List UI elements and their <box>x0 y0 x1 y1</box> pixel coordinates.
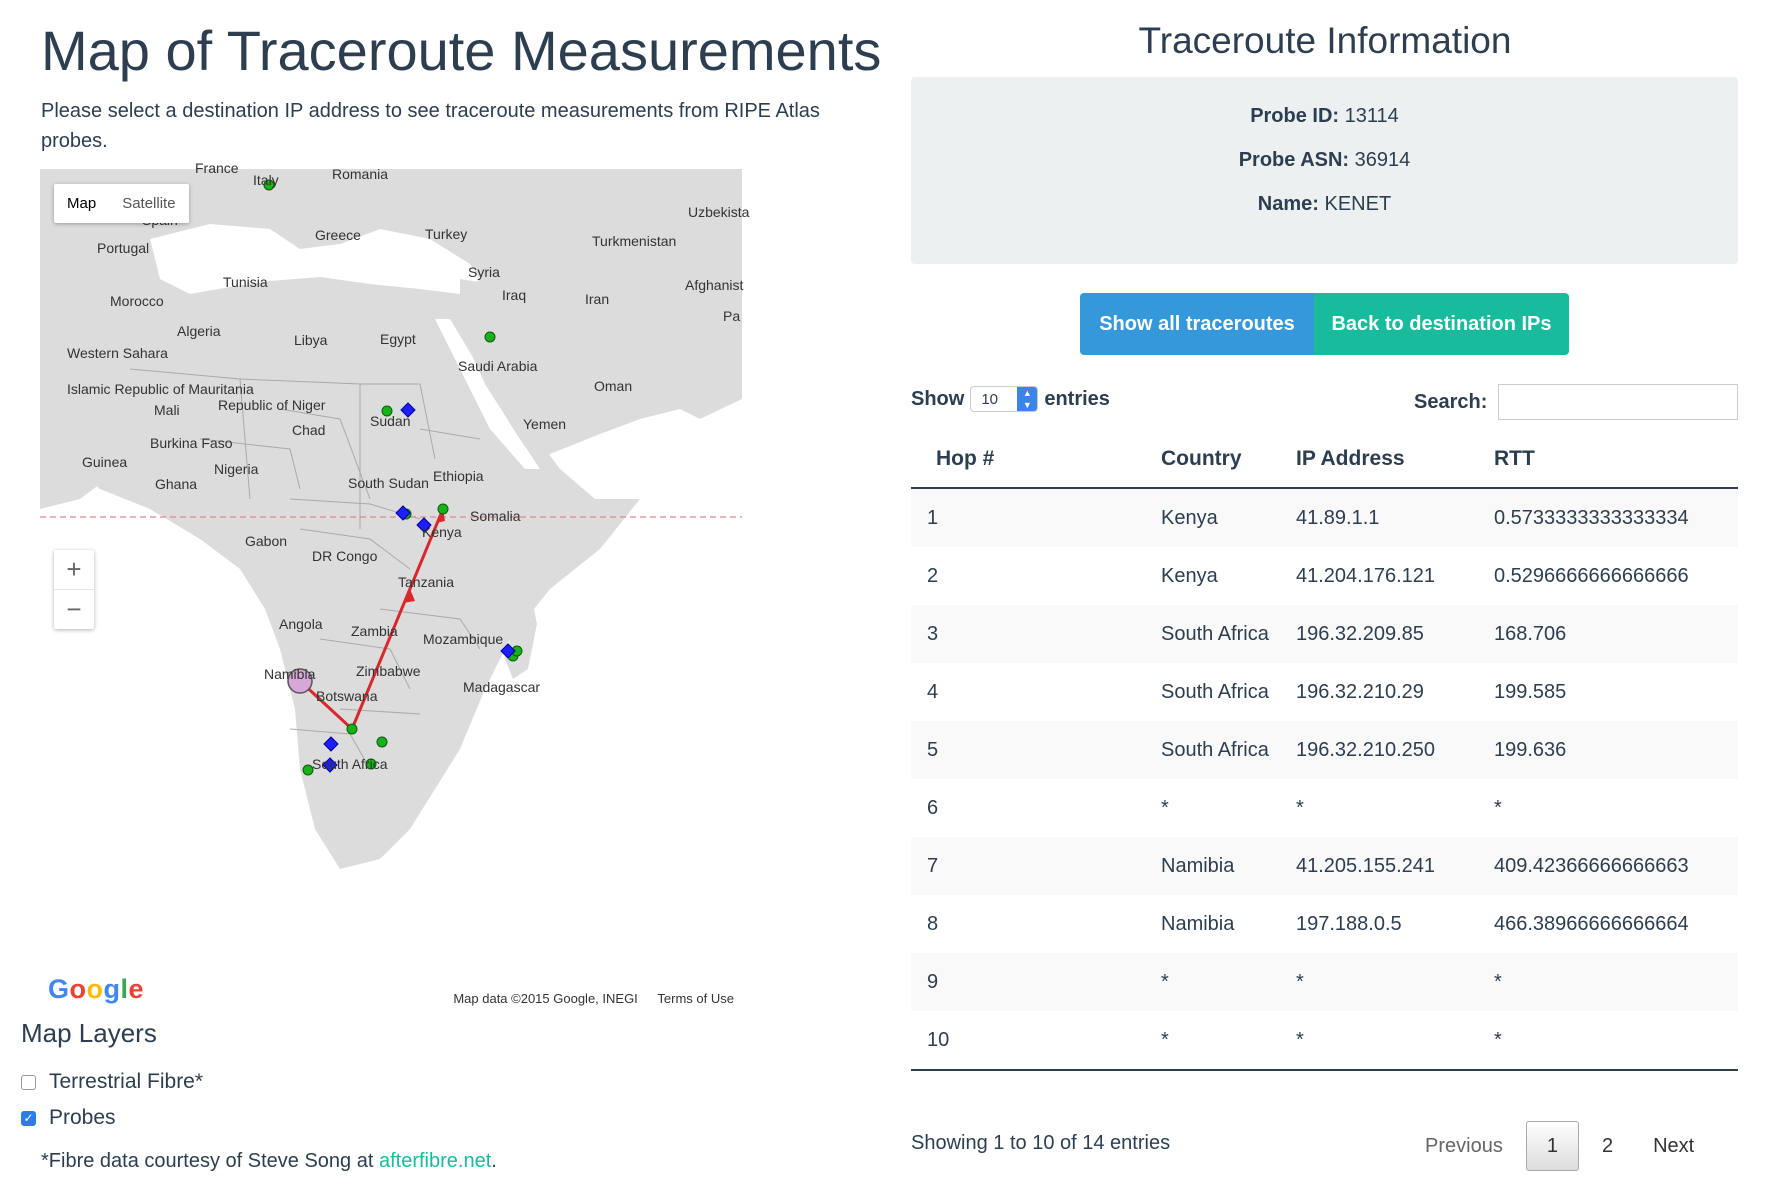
cell-hop: 1 <box>911 488 1161 547</box>
table-row <box>911 895 1738 953</box>
terrestrial-fibre-label: Terrestrial Fibre* <box>49 1070 204 1093</box>
table-row <box>911 837 1738 895</box>
layer-terrestrial-fibre[interactable] <box>21 1070 203 1094</box>
label-burkina: Burkina Faso <box>150 435 233 451</box>
table-info: Showing 1 to 10 of 14 entries <box>911 1132 1171 1154</box>
label-somalia: Somalia <box>470 508 521 524</box>
label-ethiopia: Ethiopia <box>433 468 484 484</box>
cell-country: South Africa <box>1161 605 1296 663</box>
table-row <box>911 605 1738 663</box>
show-all-traceroutes-button[interactable]: Show all traceroutes <box>1080 293 1314 355</box>
cell-country: South Africa <box>1161 721 1296 779</box>
show-label: Show <box>911 387 965 410</box>
terrestrial-fibre-checkbox[interactable] <box>21 1075 36 1090</box>
table-search <box>1414 384 1738 420</box>
cell-rtt: 0.5296666666666666 <box>1494 565 1689 587</box>
google-logo[interactable] <box>48 974 144 1005</box>
pagination <box>1405 1121 1714 1171</box>
cell-hop: 2 <box>927 565 939 587</box>
google-logo-letter: o <box>86 974 104 1004</box>
label-oman: Oman <box>594 378 633 394</box>
terms-link[interactable]: Terms of Use <box>657 991 734 1006</box>
cell-hop: 8 <box>927 913 939 935</box>
column-country[interactable]: Country <box>1161 430 1296 488</box>
cell-hop: 9 <box>911 953 1161 1011</box>
label-france: France <box>195 160 239 176</box>
fibre-credit <box>41 1150 497 1173</box>
map-type-satellite[interactable]: Satellite <box>122 195 176 212</box>
probe-asn-label: Probe ASN: <box>1238 149 1350 171</box>
label-south-sudan: South Sudan <box>348 475 429 491</box>
label-tunisia: Tunisia <box>223 274 268 290</box>
info-title: Traceroute Information <box>1138 20 1512 61</box>
label-nigeria: Nigeria <box>214 461 259 477</box>
probe-asn-line <box>911 149 1738 172</box>
cell-hop: 7 <box>911 837 1161 895</box>
cell-country: * <box>1161 1011 1296 1070</box>
select-arrows-icon: ▲ ▼ <box>1017 387 1037 411</box>
cell-rtt: * <box>1494 797 1502 819</box>
map-attribution <box>453 991 734 1006</box>
cell-country: Namibia <box>1161 913 1235 935</box>
search-label: Search: <box>1414 390 1488 413</box>
probe-id-label: Probe ID: <box>1250 105 1340 127</box>
cell-rtt: 199.636 <box>1494 721 1738 779</box>
cell-rtt: * <box>1494 953 1738 1011</box>
label-greece: Greece <box>315 227 361 243</box>
cell-rtt: 409.42366666666663 <box>1494 837 1738 895</box>
cell-rtt: 466.38966666666664 <box>1494 913 1689 935</box>
column-hop[interactable]: Hop # <box>911 430 1161 488</box>
label-botswana: Botswana <box>316 688 378 704</box>
intro-text: Please select a destination IP address to see traceroute measurements from RIPE Atlas probes. <box>41 100 820 152</box>
cell-country: * <box>1161 953 1296 1011</box>
cell-country: Kenya <box>1161 488 1296 547</box>
label-yemen: Yemen <box>523 416 567 432</box>
column-ip-address[interactable]: IP Address <box>1296 430 1494 488</box>
map-type-control[interactable] <box>54 184 189 223</box>
label-zimbabwe: Zimbabwe <box>356 663 421 679</box>
label-turkmenistan: Turkmenistan <box>592 233 677 249</box>
google-logo-letter: l <box>120 974 129 1004</box>
zoom-control[interactable] <box>54 550 94 629</box>
google-logo-letter: o <box>69 974 87 1004</box>
label-niger: Republic of Niger <box>218 397 326 413</box>
label-namibia: Namibia <box>264 666 316 682</box>
label-turkey: Turkey <box>425 226 468 242</box>
table-row <box>911 953 1738 1011</box>
label-ghana: Ghana <box>155 476 198 492</box>
page-2-button[interactable]: 2 <box>1601 1135 1614 1157</box>
probes-label: Probes <box>49 1106 116 1129</box>
cell-hop: 3 <box>911 605 1161 663</box>
cell-ip: 41.204.176.121 <box>1296 565 1436 587</box>
cell-ip: * <box>1296 797 1304 819</box>
table-row <box>911 547 1738 605</box>
afterfibre-link[interactable]: afterfibre.net <box>378 1150 492 1172</box>
probe-name-label: Name: <box>1257 193 1319 215</box>
cell-ip: 41.89.1.1 <box>1296 488 1494 547</box>
probe-name-line <box>911 193 1738 216</box>
cell-country: Namibia <box>1161 837 1296 895</box>
probe-asn-value: 36914 <box>1354 149 1411 171</box>
label-kenya: Kenya <box>422 524 462 540</box>
label-chad: Chad <box>292 422 326 438</box>
cell-country: South Africa <box>1161 681 1269 703</box>
google-logo-letter: e <box>128 974 145 1004</box>
entries-label: entries <box>1044 387 1110 410</box>
cell-rtt: 0.5733333333333334 <box>1494 488 1738 547</box>
cell-ip: 196.32.209.85 <box>1296 605 1494 663</box>
map-data-credit: Map data ©2015 Google, INEGI <box>453 991 638 1006</box>
cell-country: Kenya <box>1161 565 1218 587</box>
table-header-row <box>911 430 1738 488</box>
label-mauritania: Islamic Republic of Mauritania <box>67 381 254 397</box>
probe-id-line <box>911 105 1738 128</box>
credit-suffix: . <box>491 1150 497 1172</box>
cell-hop: 10 <box>911 1011 1161 1070</box>
previous-page-button[interactable]: Previous <box>1425 1135 1503 1157</box>
map-canvas[interactable] <box>40 160 750 1010</box>
probe-info-panel <box>911 77 1738 264</box>
label-romania: Romania <box>332 166 389 182</box>
label-sudan: Sudan <box>370 413 411 429</box>
search-input[interactable] <box>1498 384 1738 420</box>
label-zambia: Zambia <box>351 623 398 639</box>
google-logo-letter: G <box>48 974 70 1004</box>
cell-hop: 4 <box>927 681 939 703</box>
traceroute-table <box>911 430 1738 1071</box>
cell-ip: 41.205.155.241 <box>1296 837 1494 895</box>
layer-probes[interactable] <box>21 1106 116 1130</box>
probe-name-value: KENET <box>1324 193 1392 215</box>
table-row <box>911 488 1738 547</box>
label-madagascar: Madagascar <box>463 679 541 695</box>
cell-ip: 197.188.0.5 <box>1296 913 1402 935</box>
label-italy: Italy <box>253 172 279 188</box>
traceroute-map[interactable] <box>40 160 750 1010</box>
page-title: Map of Traceroute Measurements <box>41 19 882 82</box>
cell-ip: * <box>1296 1011 1494 1070</box>
entries-length-control <box>911 386 1110 412</box>
cell-hop: 6 <box>927 797 939 819</box>
credit-prefix: *Fibre data courtesy of Steve Song at <box>41 1150 379 1172</box>
probe-id-value: 13114 <box>1344 105 1399 127</box>
label-dr-congo: DR Congo <box>312 548 378 564</box>
table-row <box>911 663 1738 721</box>
label-mozambique: Mozambique <box>423 631 504 647</box>
label-iraq: Iraq <box>502 287 527 303</box>
label-pa: Pa <box>723 308 741 324</box>
next-page-button[interactable]: Next <box>1653 1135 1695 1157</box>
map-type-map[interactable]: Map <box>67 195 97 212</box>
table-row <box>911 721 1738 779</box>
label-gabon: Gabon <box>245 533 288 549</box>
label-angola: Angola <box>279 616 323 632</box>
cell-country: * <box>1161 797 1169 819</box>
column-rtt[interactable]: RTT <box>1494 430 1738 488</box>
cell-ip: 196.32.210.29 <box>1296 681 1424 703</box>
label-uzbekistan: Uzbekista <box>688 204 750 220</box>
google-logo-letter: g <box>103 974 121 1004</box>
label-morocco: Morocco <box>110 293 164 309</box>
label-libya: Libya <box>294 332 328 348</box>
cell-hop: 5 <box>911 721 1161 779</box>
map-layers-title: Map Layers <box>21 1018 157 1048</box>
back-to-destination-ips-button[interactable]: Back to destination IPs <box>1314 293 1569 355</box>
label-mali: Mali <box>154 402 180 418</box>
zoom-out-button[interactable]: − <box>54 589 94 629</box>
label-syria: Syria <box>468 264 500 280</box>
table-row <box>911 779 1738 837</box>
entries-select-value: 10 <box>981 391 999 408</box>
cell-ip: 196.32.210.250 <box>1296 721 1494 779</box>
cell-rtt: 199.585 <box>1494 681 1567 703</box>
zoom-in-button[interactable]: + <box>66 554 82 584</box>
label-algeria: Algeria <box>177 323 221 339</box>
cell-ip: * <box>1296 953 1494 1011</box>
label-south-africa: South Africa <box>312 756 388 772</box>
table-row <box>911 1011 1738 1070</box>
entries-select[interactable] <box>970 386 1038 412</box>
cell-rtt: 168.706 <box>1494 605 1738 663</box>
label-tanzania: Tanzania <box>398 574 455 590</box>
cell-rtt: * <box>1494 1011 1738 1070</box>
label-afghanistan: Afghanist <box>685 277 744 293</box>
label-guinea: Guinea <box>82 454 128 470</box>
label-western-sahara: Western Sahara <box>67 345 168 361</box>
page-1-button[interactable]: 1 <box>1526 1121 1579 1171</box>
label-portugal: Portugal <box>97 240 150 256</box>
label-iran: Iran <box>585 291 610 307</box>
probes-checkbox[interactable]: ✓ <box>21 1111 36 1126</box>
label-egypt: Egypt <box>380 331 416 347</box>
label-saudi-arabia: Saudi Arabia <box>458 358 538 374</box>
